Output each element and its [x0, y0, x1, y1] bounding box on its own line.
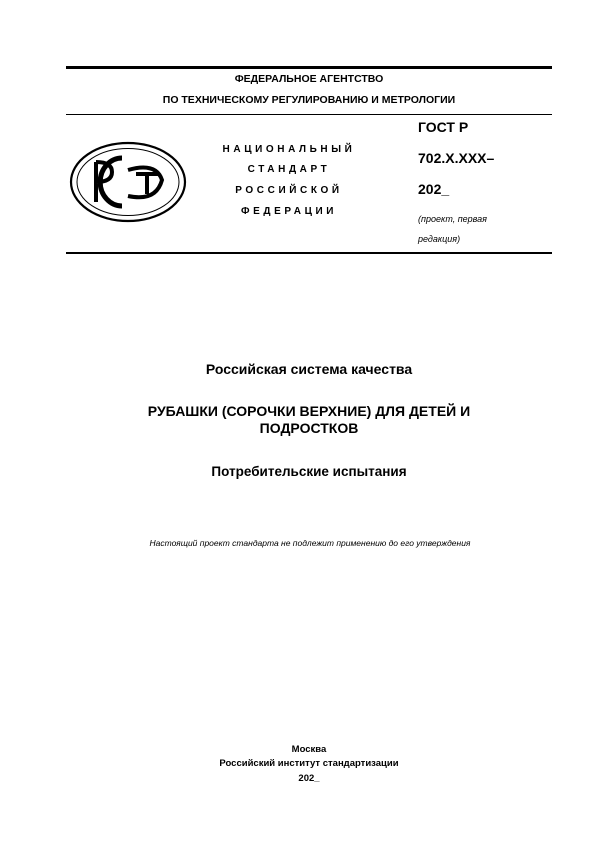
draft-note-line-2: редакция): [418, 234, 461, 244]
gost-code-line-1: ГОСТ Р: [418, 119, 469, 135]
series-title: Российская система качества: [205, 361, 413, 377]
gost-code-line-2: 702.Х.ХХХ–: [418, 150, 495, 166]
imprint-city: Москва: [291, 744, 327, 755]
document-title: [66, 403, 552, 437]
gost-code-line-3: 202_: [418, 181, 450, 197]
national-standard-line-2: СТАНДАРТ: [247, 164, 331, 175]
agency-line-2: ПО ТЕХНИЧЕСКОМУ РЕГУЛИРОВАНИЮ И МЕТРОЛОГИИ: [162, 94, 456, 106]
draft-note-line-1: (проект, первая: [418, 214, 487, 224]
imprint-year: 202_: [298, 773, 320, 784]
national-standard-line-3: РОССИЙСКОЙ: [235, 185, 343, 196]
national-standard-line-1: НАЦИОНАЛЬНЫЙ: [222, 144, 356, 155]
agency-line-1: ФЕДЕРАЛЬНОЕ АГЕНТСТВО: [234, 73, 384, 85]
document-subtitle: Потребительские испытания: [211, 464, 407, 479]
draft-notice: Настоящий проект стандарта не подлежит применению до его утверждения: [149, 538, 471, 548]
header-divider: [66, 114, 552, 115]
document-title-line-2: ПОДРОСТКОВ: [259, 420, 359, 436]
header-bottom-rule: [66, 252, 552, 254]
document-title-line-1: РУБАШКИ (СОРОЧКИ ВЕРХНИЕ) ДЛЯ ДЕТЕЙ И: [147, 403, 471, 419]
imprint-publisher: Российский институт стандартизации: [219, 758, 399, 769]
national-standard-line-4: ФЕДЕРАЦИИ: [240, 206, 338, 217]
top-rule: [66, 66, 552, 69]
gost-r-emblem-icon: [68, 140, 188, 224]
